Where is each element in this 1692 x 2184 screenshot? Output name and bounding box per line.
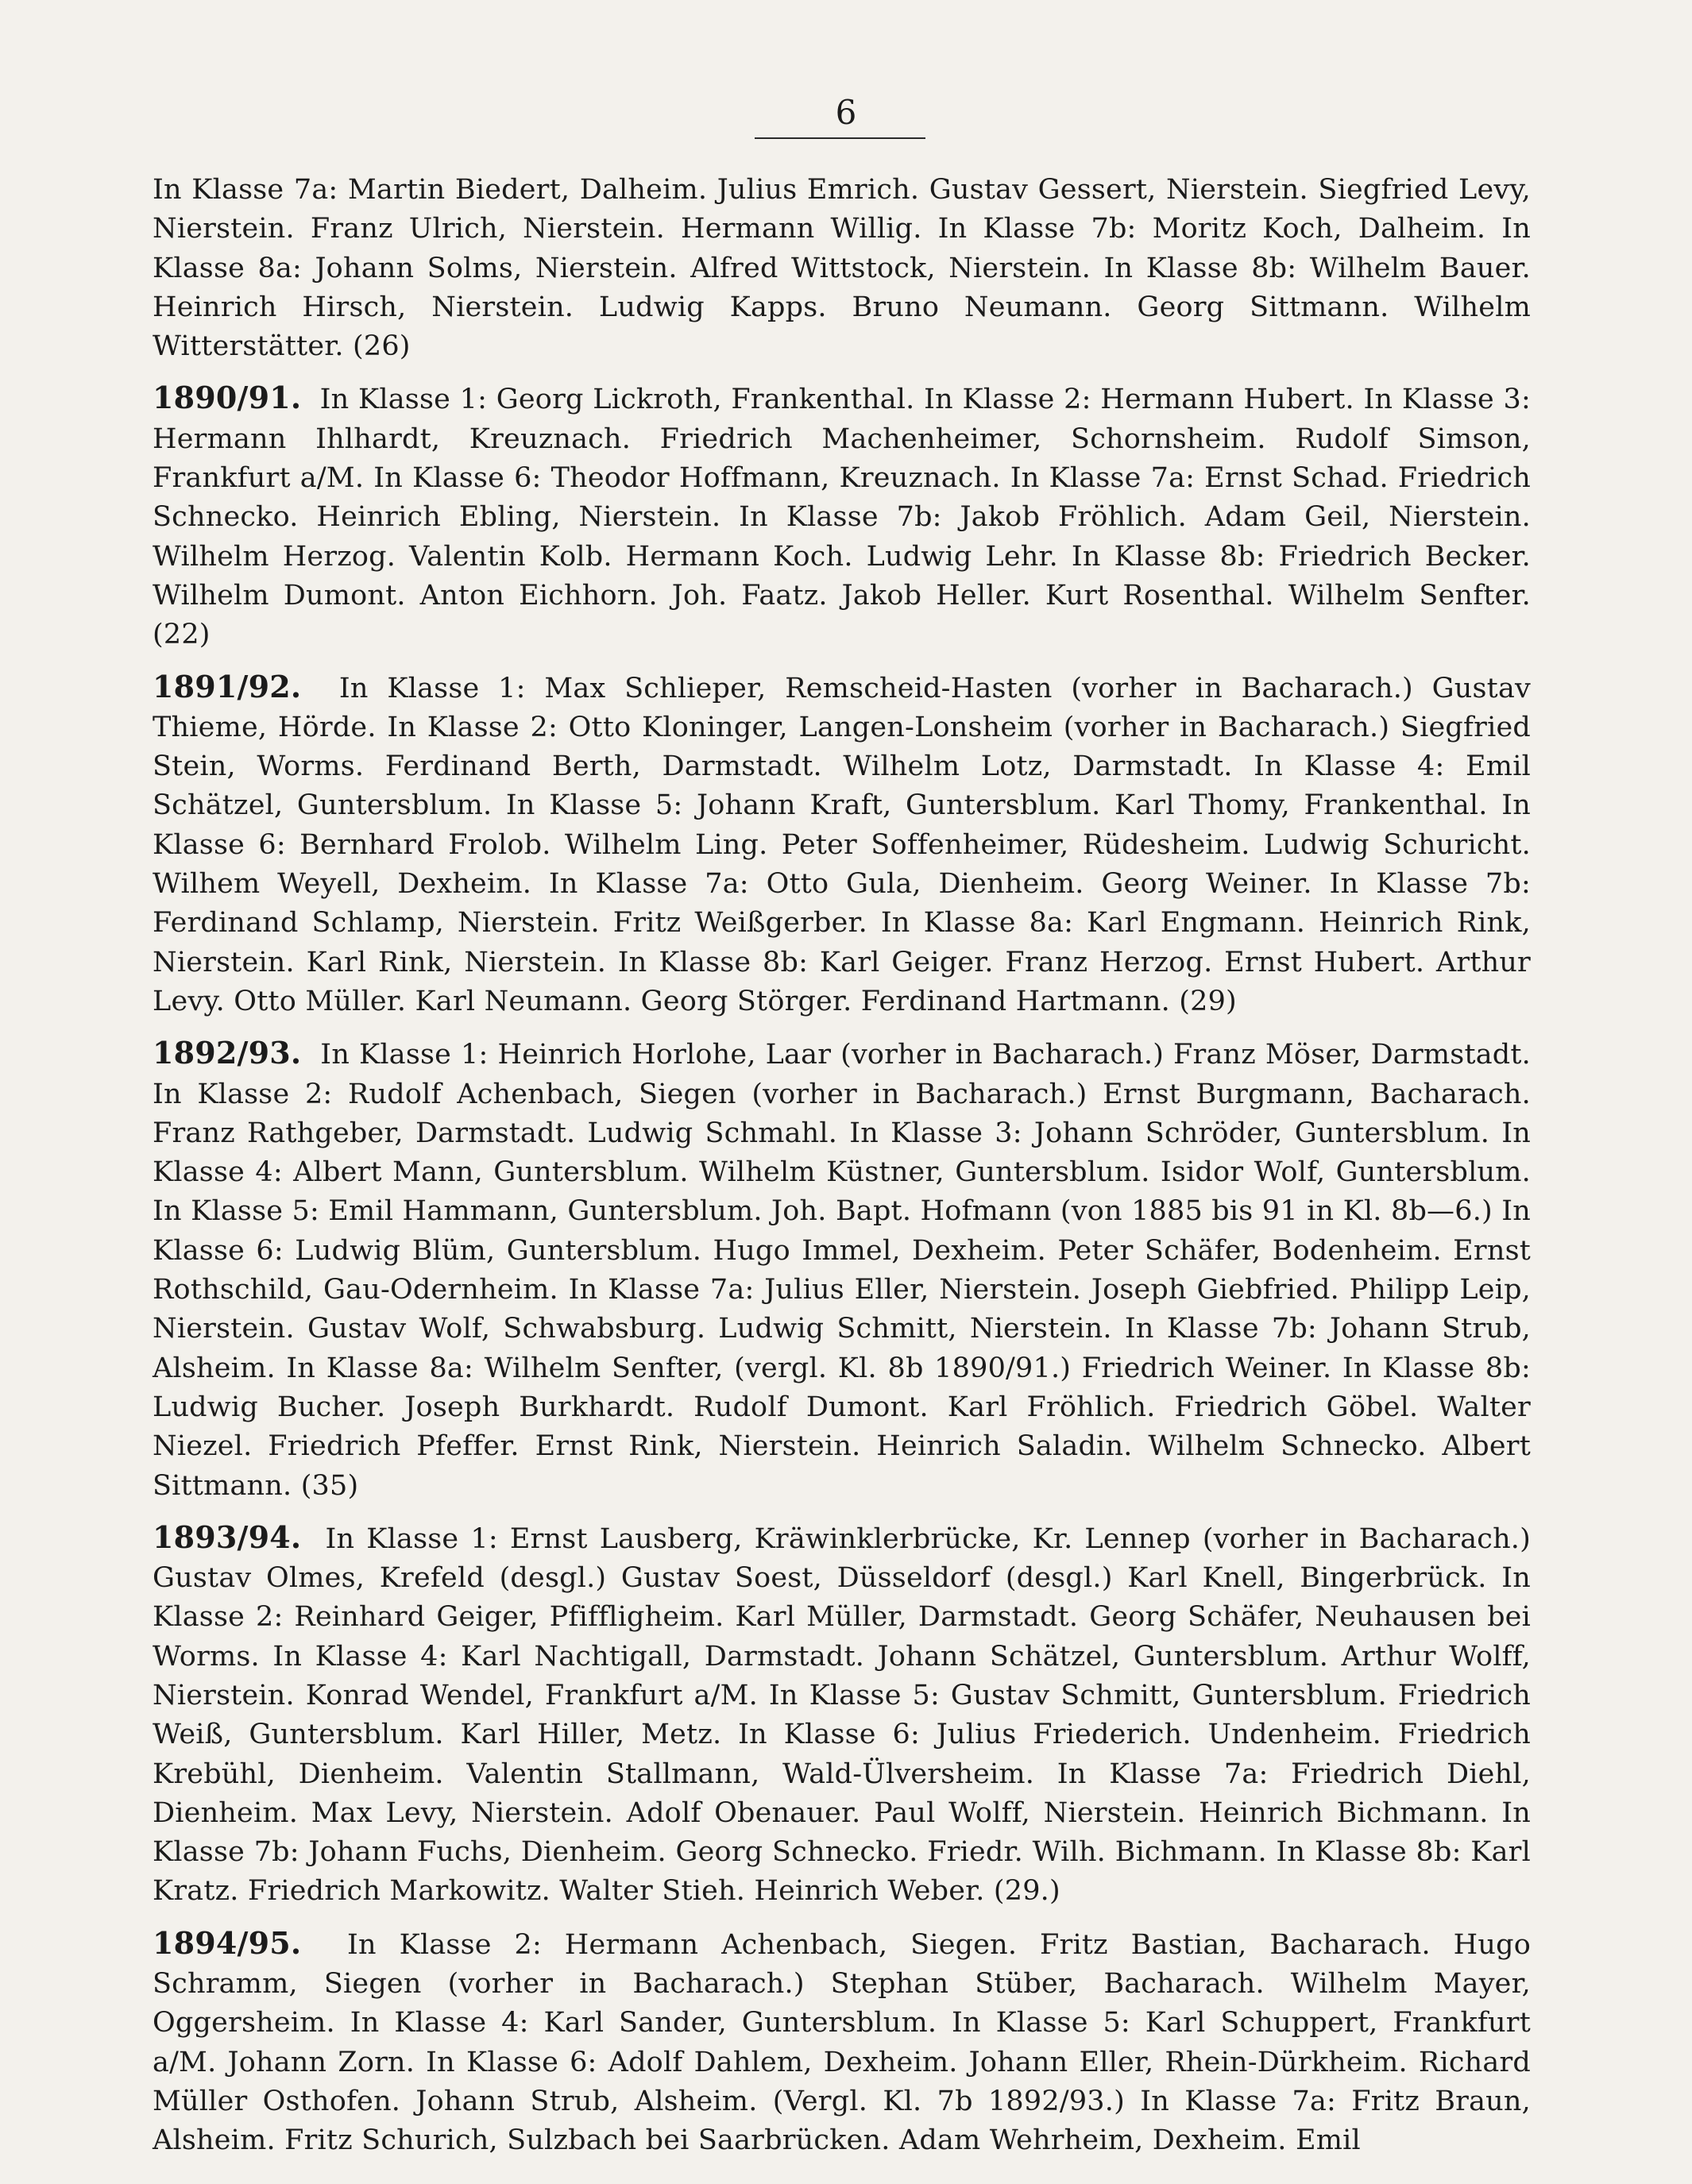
header-rule	[755, 137, 925, 139]
year-heading: 1893/94.	[153, 1518, 302, 1555]
paragraph-1894-95	[153, 1924, 1531, 2161]
paragraph-text: In Klasse 7a: Martin Biedert, Dalheim. Julius Emrich. Gustav Gessert, Nierstein. Siegfried Levy, Nierstein. Franz Ulrich, Nierstein. Hermann Willig. In Klasse 7b: Moritz Koch, Dalheim. In Klasse 8a: Johann Solms, Nierstein. Alfred Wittstock, Nierstein. In Klasse 8b: Wilhelm Bauer. Heinrich Hirsch, Nierstein. Ludwig Kapps. Bruno Neumann. Georg Sittmann. Wilhelm Witterstätter. (26)	[153, 174, 1531, 363]
year-heading: 1890/91.	[153, 380, 302, 416]
paragraph-1892-93	[153, 1033, 1531, 1506]
year-heading: 1894/95.	[153, 1924, 302, 1961]
paragraph-1893-94	[153, 1518, 1531, 1912]
paragraph-text: In Klasse 1: Ernst Lausberg, Kräwinklerbrücke, Kr. Lennep (vorher in Bacharach.) Gustav Olmes, Krefeld (desgl.) Gustav Soest, Düsseldorf (desgl.) Karl Knell, Bingerbrück. In Klasse 2: Reinhard Geiger, Pfiffligheim. Karl Müller, Darmstadt. Georg Schäfer, Neuhausen bei Worms. In Klasse 4: Karl Nachtigall, Darmstadt. Johann Schätzel, Guntersblum. Arthur Wolff, Nierstein. Konrad Wendel, Frankfurt a/M. In Klasse 5: Gustav Schmitt, Guntersblum. Friedrich Weiß, Guntersblum. Karl Hiller, Metz. In Klasse 6: Julius Friederich. Undenheim. Friedrich Krebühl, Dienheim. Valentin Stallmann, Wald-Ülversheim. In Klasse 7a: Friedrich Diehl, Dienheim. Max Levy, Nierstein. Adolf Obenauer. Paul Wolff, Nierstein. Heinrich Bichmann. In Klasse 7b: Johann Fuchs, Dienheim. Georg Schnecko. Friedr. Wilh. Bichmann. In Klasse 8b: Karl Kratz. Friedrich Markowitz. Walter Stieh. Heinrich Weber. (29.)	[153, 1522, 1531, 1908]
year-heading: 1892/93.	[153, 1035, 302, 1071]
paragraph-1891-92	[153, 667, 1531, 1022]
paragraph-text: In Klasse 1: Heinrich Horlohe, Laar (vorher in Bacharach.) Franz Möser, Darmstadt. In Klasse 2: Rudolf Achenbach, Siegen (vorher in Bacharach.) Ernst Burgmann, Bacharach. Franz Rathgeber, Darmstadt. Ludwig Schmahl. In Klasse 3: Johann Schröder, Guntersblum. In Klasse 4: Albert Mann, Guntersblum. Wilhelm Küstner, Guntersblum. Isidor Wolf, Guntersblum. In Klasse 5: Emil Hammann, Guntersblum. Joh. Bapt. Hofmann (von 1885 bis 91 in Kl. 8b—6.) In Klasse 6: Ludwig Blüm, Guntersblum. Hugo Immel, Dexheim. Peter Schäfer, Bodenheim. Ernst Rothschild, Gau-Odernheim. In Klasse 7a: Julius Eller, Nierstein. Joseph Giebfried. Philipp Leip, Nierstein. Gustav Wolf, Schwabsburg. Ludwig Schmitt, Nierstein. In Klasse 7b: Johann Strub, Alsheim. In Klasse 8a: Wilhelm Senfter, (vergl. Kl. 8b 1890/91.) Friedrich Weiner. In Klasse 8b: Ludwig Bucher. Joseph Burkhardt. Rudolf Dumont. Karl Fröhlich. Friedrich Göbel. Walter Niezel. Friedrich Pfeffer. Ernst Rink, Nierstein. Heinrich Saladin. Wilhelm Schnecko. Albert Sittmann. (35)	[153, 1039, 1531, 1502]
paragraph-1890-91	[153, 378, 1531, 654]
page-body	[153, 171, 1532, 2157]
paragraph-text: In Klasse 2: Hermann Achenbach, Siegen. Fritz Bastian, Bacharach. Hugo Schramm, Siegen (vorher in Bacharach.) Stephan Stüber, Bacharach. Wilhelm Mayer, Oggersheim. In Klasse 4: Karl Sander, Guntersblum. In Klasse 5: Karl Schuppert, Frankfurt a/M. Johann Zorn. In Klasse 6: Adolf Dahlem, Dexheim. Johann Eller, Rhein-Dürkheim. Richard Müller Osthofen. Johann Strub, Alsheim. (Vergl. Kl. 7b 1892/93.) In Klasse 7a: Fritz Braun, Alsheim. Fritz Schurich, Sulzbach bei Saarbrücken. Adam Wehrheim, Dexheim. Emil	[153, 1928, 1532, 2157]
page-number: 6	[835, 93, 857, 132]
paragraph-text: In Klasse 1: Max Schlieper, Remscheid-Hasten (vorher in Bacharach.) Gustav Thieme, Hörde. In Klasse 2: Otto Kloninger, Langen-Lonsheim (vorher in Bacharach.) Siegfried Stein, Worms. Ferdinand Berth, Darmstadt. Wilhelm Lotz, Darmstadt. In Klasse 4: Emil Schätzel, Guntersblum. In Klasse 5: Johann Kraft, Guntersblum. Karl Thomy, Frankenthal. In Klasse 6: Bernhard Frolob. Wilhelm Ling. Peter Soffenheimer, Rüdesheim. Ludwig Schuricht. Wilhem Weyell, Dexheim. In Klasse 7a: Otto Gula, Dienheim. Georg Weiner. In Klasse 7b: Ferdinand Schlamp, Nierstein. Fritz Weißgerber. In Klasse 8a: Karl Engmann. Heinrich Rink, Nierstein. Karl Rink, Nierstein. In Klasse 8b: Karl Geiger. Franz Herzog. Ernst Hubert. Arthur Levy. Otto Müller. Karl Neumann. Georg Störger. Ferdinand Hartmann. (29)	[153, 672, 1531, 1017]
paragraph-text: In Klasse 1: Georg Lickroth, Frankenthal. In Klasse 2: Hermann Hubert. In Klasse 3: Hermann Ihlhardt, Kreuznach. Friedrich Machenheimer, Schornsheim. Rudolf Simson, Frankfurt a/M. In Klasse 6: Theodor Hoffmann, Kreuznach. In Klasse 7a: Ernst Schad. Friedrich Schnecko. Heinrich Ebling, Nierstein. In Klasse 7b: Jakob Fröhlich. Adam Geil, Nierstein. Wilhelm Herzog. Valentin Kolb. Hermann Koch. Ludwig Lehr. In Klasse 8b: Friedrich Becker. Wilhelm Dumont. Anton Eichhorn. Joh. Faatz. Jakob Heller. Kurt Rosenthal. Wilhelm Senfter. (22)	[153, 384, 1532, 651]
year-heading: 1891/92.	[153, 668, 302, 704]
paragraph-continuation	[153, 171, 1531, 366]
